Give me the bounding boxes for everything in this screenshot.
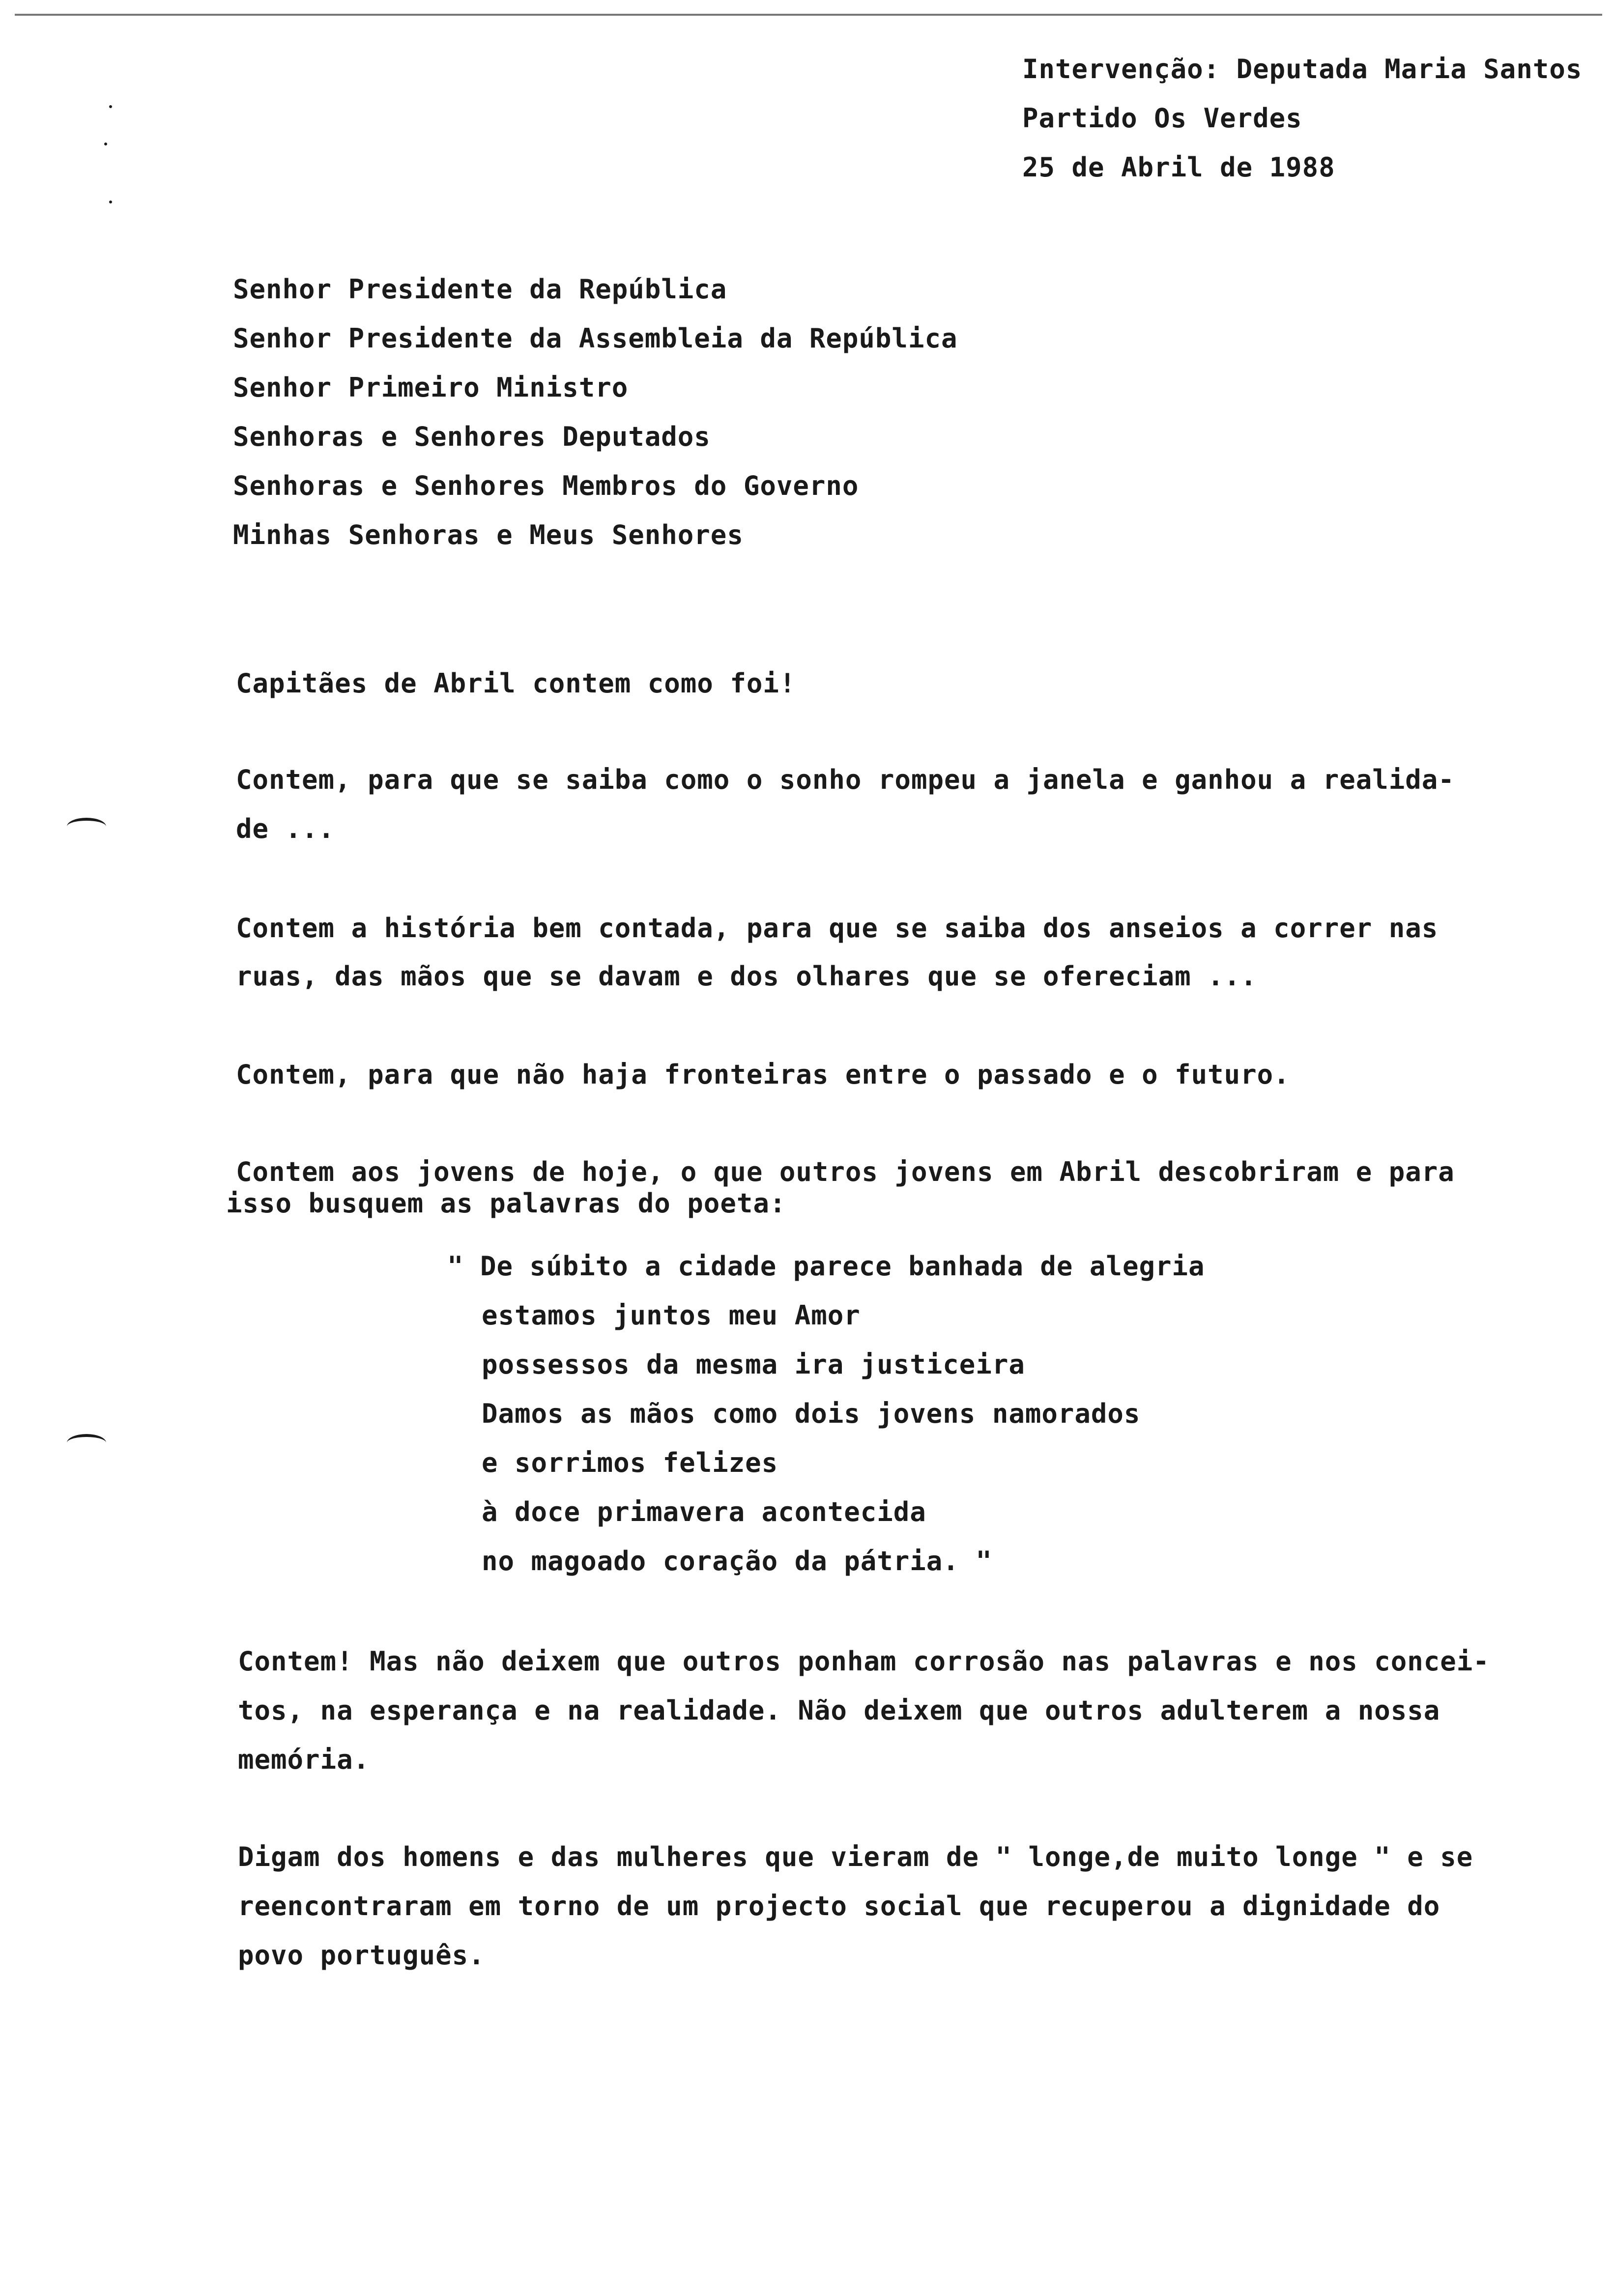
paragraph-line: Digam dos homens e das mulheres que vieram de " longe,de muito longe " e se [238, 1841, 1473, 1872]
paragraph-line: Contem a história bem contada, para que se saiba dos anseios a correr nas [236, 913, 1439, 944]
margin-mark [67, 1434, 106, 1452]
paragraph-line: isso busquem as palavras do poeta: [226, 1188, 786, 1219]
salutation-line: Senhoras e Senhores Deputados [233, 421, 711, 452]
salutation-line: Senhoras e Senhores Membros do Governo [233, 470, 859, 501]
salutation-line: Senhor Presidente da República [233, 274, 727, 305]
poem-line: possessos da mesma ira justiceira [482, 1349, 1025, 1380]
header-date: 25 de Abril de 1988 [1022, 152, 1335, 183]
paragraph-line: memória. [238, 1744, 370, 1775]
paragraph-line: povo português. [238, 1940, 485, 1971]
poem-line: " De súbito a cidade parece banhada de alegria [447, 1251, 1205, 1282]
margin-mark [67, 818, 106, 835]
poem-line: Damos as mãos como dois jovens namorados [482, 1398, 1141, 1429]
paragraph-line: Contem! Mas não deixem que outros ponham corrosão nas palavras e nos concei- [238, 1646, 1490, 1677]
poem-line: e sorrimos felizes [482, 1447, 778, 1478]
poem-line: estamos juntos meu Amor [482, 1300, 861, 1331]
salutation-line: Senhor Presidente da Assembleia da República [233, 323, 958, 354]
top-rule [15, 14, 1602, 16]
salutation-line: Senhor Primeiro Ministro [233, 372, 629, 403]
paragraph-line: Contem, para que não haja fronteiras entre o passado e o futuro. [236, 1059, 1290, 1090]
paragraph-line: Contem aos jovens de hoje, o que outros jovens em Abril descobriram e para [236, 1156, 1455, 1187]
paragraph-line: Contem, para que se saiba como o sonho rompeu a janela e ganhou a realida- [236, 764, 1455, 795]
margin-speck [104, 143, 107, 145]
paragraph-line: tos, na esperança e na realidade. Não deixem que outros adulterem a nossa [238, 1695, 1440, 1726]
paragraph-line: de ... [236, 813, 335, 844]
margin-speck [109, 105, 112, 108]
poem-line: à doce primavera acontecida [482, 1496, 926, 1527]
paragraph-line: ruas, das mãos que se davam e dos olhares que se ofereciam ... [236, 961, 1257, 992]
paragraph-line: reencontraram em torno de um projecto social que recuperou a dignidade do [238, 1891, 1440, 1922]
margin-speck [109, 201, 112, 203]
poem-line: no magoado coração da pátria. " [482, 1546, 992, 1577]
header-intervention: Intervenção: Deputada Maria Santos [1022, 54, 1583, 85]
paragraph-line: Capitães de Abril contem como foi! [236, 668, 796, 699]
salutation-line: Minhas Senhoras e Meus Senhores [233, 519, 744, 550]
header-party: Partido Os Verdes [1022, 103, 1302, 134]
